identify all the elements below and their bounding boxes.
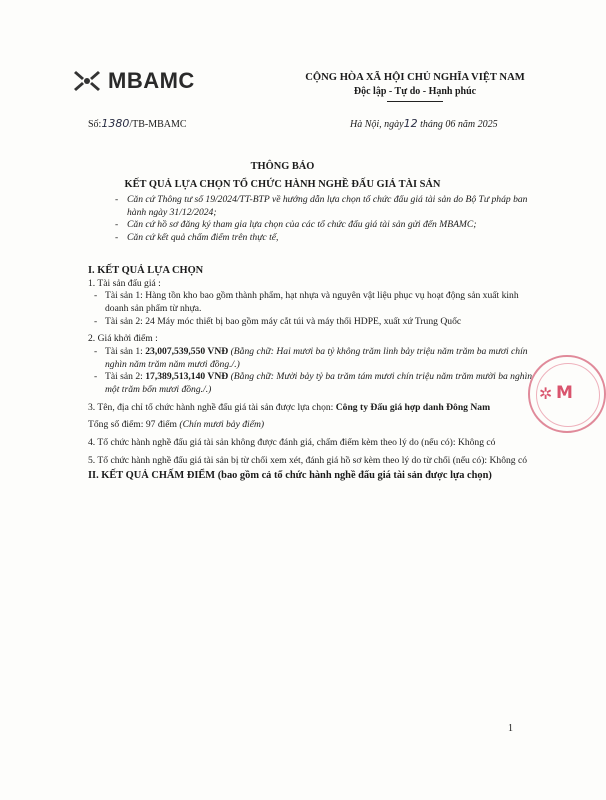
score-label: Tổng số điểm: 97 điểm (88, 419, 180, 431)
basis-item: - Căn cứ kết quả chấm điểm trên thực tế, (115, 232, 535, 245)
stamp-letter: M (556, 383, 573, 403)
selected-label: 3. Tên, địa chỉ tổ chức hành nghề đấu giá tài sản được lựa chọn: (88, 401, 336, 413)
document-title: THÔNG BÁO (250, 161, 315, 172)
basis-item: - Căn cứ hồ sơ đăng ký tham gia lựa chọn của các tổ chức đấu giá tài sản gửi đến MBAMC; (115, 219, 535, 232)
main-content (88, 262, 538, 483)
assets-label: 1. Tài sản đấu giá : (88, 277, 161, 289)
price-label: 2. Giá khởi điểm : (88, 333, 158, 345)
national-header (285, 71, 545, 102)
mbamc-star-icon (72, 67, 102, 95)
document-number (88, 117, 187, 132)
logo-text: MBAMC (108, 68, 195, 93)
price-in-words: (Bằng chữ: Hai mươi ba tỷ không trăm linh bảy triệu năm trăm ba mươi chín nghìn năm trăm năm mươi đồng./.) (105, 346, 528, 370)
doc-no-suffix: /TB-MBAMC (129, 119, 187, 130)
price-item-label: Tài sản 1: (105, 346, 146, 358)
stamp-star-icon: ✲ (539, 384, 553, 403)
asset-text: Tài sản 2: 24 Máy móc thiết bị bao gồm máy cắt túi và máy thổi HDPE, xuất xứ Trung Quốc (105, 315, 462, 327)
asset-text: Tài sản 1: Hàng tồn kho bao gồm thành phẩm, hạt nhựa và nguyên vật liệu phục vụ hoạt động sản xuất kinh doanh sản phẩm từ nhựa. (105, 290, 519, 315)
total-score (88, 419, 538, 432)
selected-org-name: Công ty Đấu giá hợp danh Đông Nam (335, 401, 491, 413)
price-amount: 17,389,513,140 VNĐ (145, 371, 229, 383)
page-number: 1 (508, 723, 513, 734)
place-date (350, 117, 498, 132)
motto-underline (387, 101, 443, 102)
price-item: - Tài sản 2: 17,389,513,140 VNĐ (Bằng chữ: Mười bảy tỷ ba trăm tám mươi chín triệu năm trăm mười ba nghìn một trăm bốn mươi đồng./.) (94, 371, 533, 395)
date-prefix: Hà Nội, ngày (350, 119, 404, 130)
asset-item: - Tài sản 2: 24 Máy móc thiết bị bao gồm máy cắt túi và máy thổi HDPE, xuất xứ Trung Quốc (94, 315, 462, 327)
score-words: (Chín mươi bảy điểm) (179, 419, 265, 431)
company-stamp (528, 355, 606, 433)
price-item: - Tài sản 1: 23,007,539,550 VNĐ (Bằng chữ: Hai mươi ba tỷ không trăm linh bảy triệu năm trăm ba mươi chín nghìn năm trăm năm mươi đồng./.) (94, 346, 528, 370)
legal-basis (115, 194, 535, 245)
asset-item: - Tài sản 1: Hàng tồn kho bao gồm thành phẩm, hạt nhựa và nguyên vật liệu phục vụ hoạt động sản xuất kinh doanh sản phẩm từ nhựa. (94, 290, 519, 315)
selected-organization (88, 402, 538, 415)
document-subtitle: KẾT QUẢ LỰA CHỌN TỔ CHỨC HÀNH NGHỀ ĐẤU GIÁ TÀI SẢN (124, 179, 441, 190)
basis-item: - Căn cứ Thông tư số 19/2024/TT-BTP về hướng dẫn lựa chọn tổ chức đấu giá tài sản do Bộ Tư pháp ban hành ngày 31/12/2024; (115, 194, 535, 219)
price-item-label: Tài sản 2: (105, 371, 146, 383)
price-in-words: (Bằng chữ: Mười bảy tỷ ba trăm tám mươi chín triệu năm trăm mười ba nghìn một trăm bốn mươi đồng./.) (105, 371, 533, 395)
item-4: 4. Tổ chức hành nghề đấu giá tài sản không được đánh giá, chấm điểm kèm theo lý do (nếu có): Không có (88, 436, 496, 448)
item-5: 5. Tổ chức hành nghề đấu giá tài sản bị từ chối xem xét, đánh giá hồ sơ kèm theo lý do từ chối (nếu có): Không có (88, 454, 528, 466)
national-motto-line2: Độc lập - Tự do - Hạnh phúc (353, 85, 477, 97)
section1-heading: I. KẾT QUẢ LỰA CHỌN (88, 265, 204, 276)
mbamc-logo (72, 66, 195, 95)
price-amount: 23,007,539,550 VNĐ (145, 346, 229, 358)
date-suffix: tháng 06 năm 2025 (417, 119, 498, 130)
handwritten-day: 12 (403, 117, 418, 130)
handwritten-doc-number: 1380 (101, 117, 130, 130)
section2-heading: II. KẾT QUẢ CHẤM ĐIỂM (bao gồm cả tổ chức hành nghề đấu giá tài sản được lựa chọn) (88, 470, 492, 482)
national-motto-line1: CỘNG HÒA XÃ HỘI CHỦ NGHĨA VIỆT NAM (305, 72, 525, 83)
doc-no-prefix: Số: (88, 119, 102, 130)
